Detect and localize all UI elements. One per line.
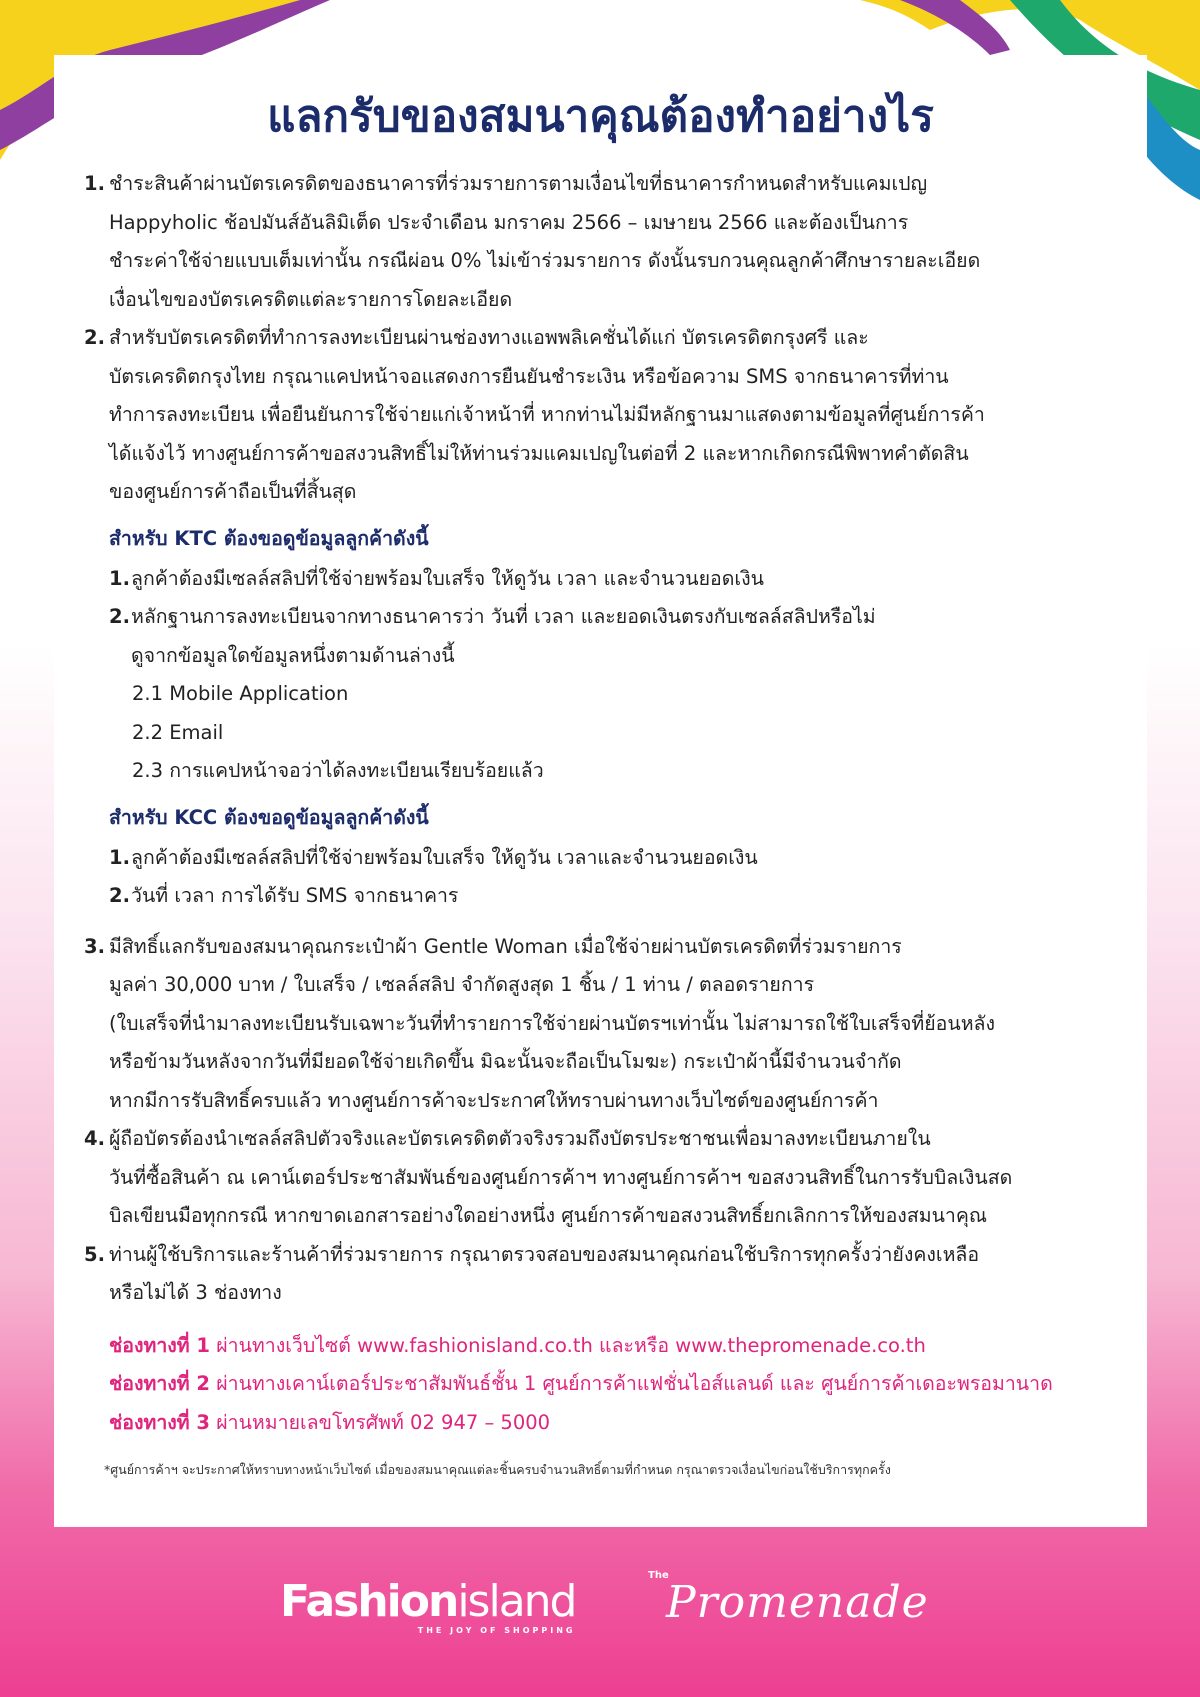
term-line: มีสิทธิ์แลกรับของสมนาคุณกระเป๋าผ้า Gentle Woman เมื่อใช้จ่ายผ่านบัตรเครดิตที่ร่วมรายการ	[109, 934, 902, 958]
term-item-1	[84, 165, 1117, 319]
term-line: บัตรเครดิตกรุงไทย กรุณาแคปหน้าจอแสดงการยืนยันชำระเงิน หรือข้อความ SMS จากธนาคารที่ท่าน	[109, 364, 949, 388]
term-line: ท่านผู้ใช้บริการและร้านค้าที่ร่วมรายการ กรุณาตรวจสอบของสมนาคุณก่อนใช้บริการทุกครั้งว่ายังคงเหลือ	[109, 1242, 980, 1266]
term-line: (ใบเสร็จที่นำมาลงทะเบียนรับเฉพาะวันที่ทำรายการใช้จ่ายผ่านบัตรฯเท่านั้น ไม่สามารถใช้ใบเสร็จที่ย้อนหลัง	[109, 1011, 996, 1035]
term-number: 3.	[84, 934, 105, 958]
ktc-number: 2.	[109, 605, 130, 628]
channel-text: ผ่านทางเว็บไซต์ www.fashionisland.co.th และหรือ www.thepromenade.co.th	[216, 1333, 926, 1357]
logo-promenade-word: Promenade	[666, 1577, 929, 1628]
term-line: เงื่อนไขของบัตรเครดิตแต่ละรายการโดยละเอียด	[109, 287, 513, 311]
channel-text: ผ่านหมายเลขโทรศัพท์ 02 947 – 5000	[216, 1410, 551, 1434]
kcc-item-1	[109, 839, 1117, 878]
terms-list	[84, 165, 1117, 512]
term-item-2	[84, 319, 1117, 512]
terms-list-continued	[84, 928, 1117, 1313]
fashion-island-logo	[280, 1578, 575, 1635]
channel-label: ช่องทางที่ 2	[109, 1372, 211, 1395]
logo-word-thin: island	[457, 1576, 576, 1627]
term-line: ชำระค่าใช้จ่ายแบบเต็มเท่านั้น กรณีผ่อน 0% ไม่เข้าร่วมรายการ ดังนั้นรบกวนคุณลูกค้าศึกษารายละเอียด	[109, 249, 981, 272]
term-line: หรือข้ามวันหลังจากวันที่มียอดใช้จ่ายเกิดขึ้น มิฉะนั้นจะถือเป็นโมฆะ) กระเป๋าผ้านี้มีจำนวนจำกัด	[109, 1050, 902, 1073]
term-line: ได้แจ้งไว้ ทางศูนย์การค้าขอสงวนสิทธิ์ไม่ให้ท่านร่วมแคมเปญในต่อที่ 2 และหากเกิดกรณีพิพาทคำตัดสิน	[109, 441, 969, 465]
ktc-item-2	[109, 598, 1117, 675]
term-item-5	[84, 1236, 1117, 1313]
term-line: สำหรับบัตรเครดิตที่ทำการลงทะเบียนผ่านช่องทางแอพพลิเคชั่นได้แก่ บัตรเครดิตกรุงศรี และ	[109, 326, 869, 349]
terms-card	[54, 55, 1147, 1527]
kcc-list	[109, 839, 1117, 916]
term-line: วันที่ซื้อสินค้า ณ เคาน์เตอร์ประชาสัมพันธ์ของศูนย์การค้าฯ ทางศูนย์การค้าฯ ขอสงวนสิทธิ์ในการรับบิลเงินสด	[109, 1165, 1013, 1189]
channel-text: ผ่านทางเคาน์เตอร์ประชาสัมพันธ์ชั้น 1 ศูนย์การค้าแฟชั่นไอส์แลนด์ และ ศูนย์การค้าเดอะพรอมานาด	[216, 1372, 1053, 1395]
logo-tagline: THE JOY OF SHOPPING	[417, 1626, 576, 1635]
footer-logos	[0, 1560, 1200, 1660]
footnote: *ศูนย์การค้าฯ จะประกาศให้ทราบทางหน้าเว็บไซต์ เมื่อของสมนาคุณแต่ละชิ้นครบจำนวนสิทธิ์ตามที่กำหนด กรุณาตรวจเงื่อนไขก่อนใช้บริการทุกครั้ง	[104, 1462, 891, 1477]
term-item-4	[84, 1120, 1117, 1236]
page-title: แลกรับของสมนาคุณต้องทำอย่างไร	[267, 91, 934, 142]
term-number: 5.	[84, 1242, 105, 1266]
kcc-item-2	[109, 877, 1117, 916]
ktc-sub-option: 2.3 การแคปหน้าจอว่าได้ลงทะเบียนเรียบร้อยแล้ว	[132, 759, 544, 782]
term-line: ผู้ถือบัตรต้องนำเซลล์สลิปตัวจริงและบัตรเครดิตตัวจริงรวมถึงบัตรประชาชนเพื่อมาลงทะเบียนภายใน	[109, 1127, 931, 1150]
logo-word-bold: Fashion	[280, 1576, 458, 1627]
channel-2	[109, 1365, 1117, 1404]
term-line: Happyholic ช้อปมันส์อันลิมิเต็ด ประจำเดือน มกราคม 2566 – เมษายน 2566 และต้องเป็นการ	[109, 210, 909, 234]
ktc-sub-option: 2.2 Email	[132, 720, 224, 744]
ktc-sub-options	[84, 675, 1117, 791]
channel-3	[109, 1404, 1117, 1443]
term-line: หากมีการรับสิทธิ์ครบแล้ว ทางศูนย์การค้าจะประกาศให้ทราบผ่านทางเว็บไซต์ของศูนย์การค้า	[109, 1088, 879, 1112]
term-number: 2.	[84, 326, 105, 349]
ktc-number: 1.	[109, 566, 130, 590]
kcc-line: ลูกค้าต้องมีเซลล์สลิปที่ใช้จ่ายพร้อมใบเสร็จ ให้ดูวัน เวลาและจำนวนยอดเงิน	[131, 845, 758, 869]
kcc-heading: สำหรับ KCC ต้องขอดูข้อมูลลูกค้าดังนี้	[109, 805, 429, 829]
ktc-sub-option: 2.1 Mobile Application	[132, 682, 349, 705]
ktc-line: ดูจากข้อมูลใดข้อมูลหนึ่งตามด้านล่างนี้	[131, 643, 455, 667]
term-line: ชำระสินค้าผ่านบัตรเครดิตของธนาคารที่ร่วมรายการตามเงื่อนไขที่ธนาคารกำหนดสำหรับแคมเปญ	[109, 172, 928, 195]
ktc-list	[109, 560, 1117, 676]
term-line: มูลค่า 30,000 บาท / ใบเสร็จ / เซลล์สลิป จำกัดสูงสุด 1 ชิ้น / 1 ท่าน / ตลอดรายการ	[109, 973, 815, 996]
term-line: ของศูนย์การค้าถือเป็นที่สิ้นสุด	[109, 480, 357, 503]
term-line: หรือไม่ได้ 3 ช่องทาง	[109, 1281, 282, 1304]
channel-label: ช่องทางที่ 3	[109, 1410, 211, 1434]
contact-channels	[109, 1327, 1117, 1443]
promenade-logo	[648, 1570, 929, 1629]
term-item-3	[84, 928, 1117, 1121]
term-number: 4.	[84, 1127, 105, 1150]
channel-label: ช่องทางที่ 1	[109, 1333, 211, 1357]
term-line: บิลเขียนมือทุกกรณี หากขาดเอกสารอย่างใดอย่างหนึ่ง ศูนย์การค้าขอสงวนสิทธิ์ยกเลิกการให้ของสมนาคุณ	[109, 1204, 987, 1227]
channel-1	[109, 1327, 1117, 1366]
ktc-item-1	[109, 560, 1117, 599]
logo-the: The	[648, 1570, 669, 1581]
ktc-line: ลูกค้าต้องมีเซลล์สลิปที่ใช้จ่ายพร้อมใบเสร็จ ให้ดูวัน เวลา และจำนวนยอดเงิน	[131, 566, 764, 590]
ktc-line: หลักฐานการลงทะเบียนจากทางธนาคารว่า วันที่ เวลา และยอดเงินตรงกับเซลล์สลิปหรือไม่	[131, 605, 876, 628]
kcc-number: 2.	[109, 884, 130, 907]
term-number: 1.	[84, 172, 105, 195]
term-line: ทำการลงทะเบียน เพื่อยืนยันการใช้จ่ายแก่เจ้าหน้าที่ หากท่านไม่มีหลักฐานมาแสดงตามข้อมูลที่ศูนย์การค้า	[109, 403, 985, 426]
kcc-line: วันที่ เวลา การได้รับ SMS จากธนาคาร	[131, 884, 459, 907]
kcc-number: 1.	[109, 845, 130, 869]
ktc-heading: สำหรับ KTC ต้องขอดูข้อมูลลูกค้าดังนี้	[109, 526, 429, 550]
